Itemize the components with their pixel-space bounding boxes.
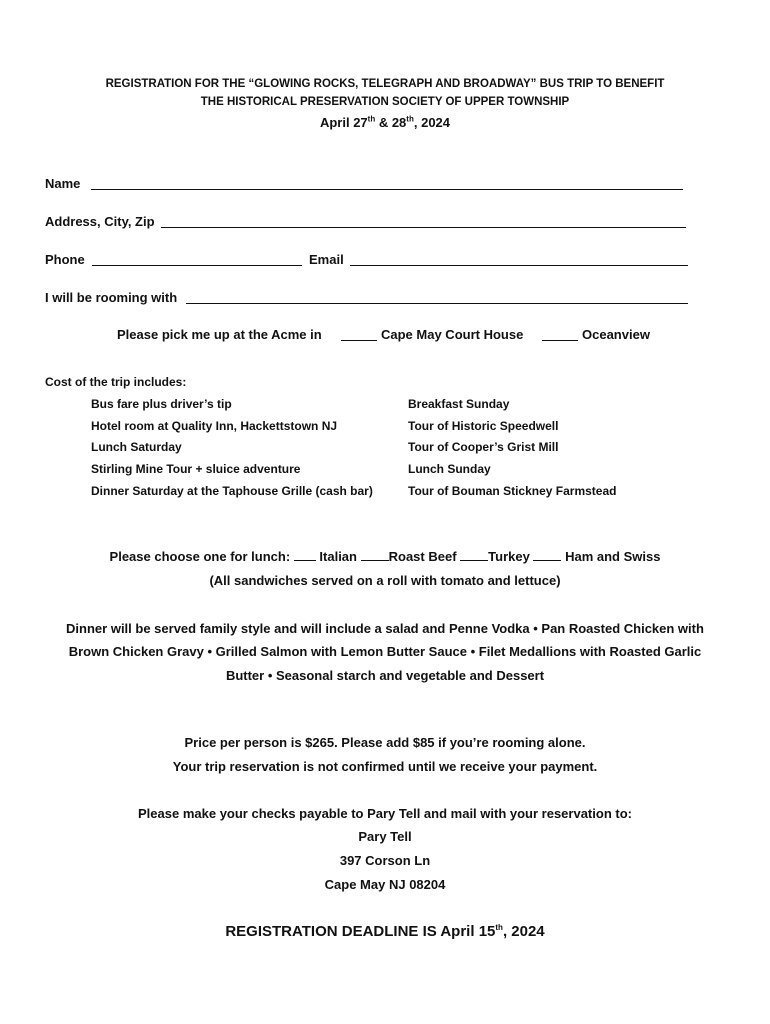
address-label: Address, City, Zip [45,214,155,229]
includes-left-item: Dinner Saturday at the Taphouse Grille (cash bar) [91,484,373,498]
trip-date: April 27th & 28th, 2024 [319,114,451,130]
includes-left-item: Hotel room at Quality Inn, Hackettstown NJ [91,419,338,433]
includes-left-item: Bus fare plus driver’s tip [91,397,232,411]
includes-right-item: Tour of Cooper’s Grist Mill [408,440,559,454]
lunch-note: (All sandwiches served on a roll with tomato and lettuce) [209,573,561,588]
address-field[interactable] [161,227,686,228]
pickup-cmch-blank[interactable] [341,340,377,341]
phone-label: Phone [45,252,85,267]
lunch-choice [0,549,770,564]
pickup-oceanview-blank[interactable] [542,340,578,341]
dinner-line-3: Butter • Seasonal starch and vegetable and Dessert [225,668,545,683]
pickup-option-cmch: Cape May Court House [381,327,524,342]
includes-right-item: Tour of Historic Speedwell [408,419,559,433]
name-field[interactable] [91,189,683,190]
includes-left-item: Lunch Saturday [91,440,182,454]
lunch-turkey-blank[interactable] [460,549,488,561]
mail-instruction: Please make your checks payable to Pary Tell and mail with your reservation to: [138,806,632,821]
phone-field[interactable] [92,265,302,266]
lunch-ham-swiss-blank[interactable] [533,549,561,561]
dinner-line-1: Dinner will be served family style and will include a salad and Penne Vodka • Pan Roasted Chicken with [66,621,704,636]
includes-left-item: Stirling Mine Tour + sluice adventure [91,462,301,476]
name-label: Name [45,176,81,191]
lunch-option-roast-beef: Roast Beef [388,549,457,564]
price-line-2: Your trip reservation is not confirmed until we receive your payment. [172,759,598,774]
title-line-1: REGISTRATION FOR THE “GLOWING ROCKS, TELEGRAPH AND BROADWAY” BUS TRIP TO BENEFIT [105,78,665,90]
includes-right-item: Tour of Bouman Stickney Farmstead [408,484,617,498]
mail-name: Pary Tell [358,829,412,844]
lunch-option-italian: Italian [319,549,357,564]
includes-right-item: Lunch Sunday [408,462,491,476]
pickup-label: Please pick me up at the Acme in [117,327,322,342]
includes-heading: Cost of the trip includes: [45,375,187,389]
lunch-label: Please choose one for lunch: [109,549,291,564]
mail-city: Cape May NJ 08204 [324,877,446,892]
mail-street: 397 Corson Ln [339,853,431,868]
lunch-roast-beef-blank[interactable] [361,549,389,561]
email-field[interactable] [350,265,688,266]
lunch-option-turkey: Turkey [488,549,530,564]
includes-right-item: Breakfast Sunday [408,397,510,411]
lunch-option-ham-swiss: Ham and Swiss [565,549,661,564]
rooming-field[interactable] [186,303,688,304]
rooming-label: I will be rooming with [45,290,178,305]
lunch-italian-blank[interactable] [294,549,316,561]
title-line-2: THE HISTORICAL PRESERVATION SOCIETY OF UPPER TOWNSHIP [200,96,570,108]
email-label: Email [309,252,344,267]
price-line-1: Price per person is $265. Please add $85 if you’re rooming alone. [184,735,586,750]
pickup-option-oceanview: Oceanview [582,327,650,342]
registration-deadline: REGISTRATION DEADLINE IS April 15th, 2024 [225,923,545,940]
dinner-line-2: Brown Chicken Gravy • Grilled Salmon with Lemon Butter Sauce • Filet Medallions with Roasted Garlic [68,644,702,659]
